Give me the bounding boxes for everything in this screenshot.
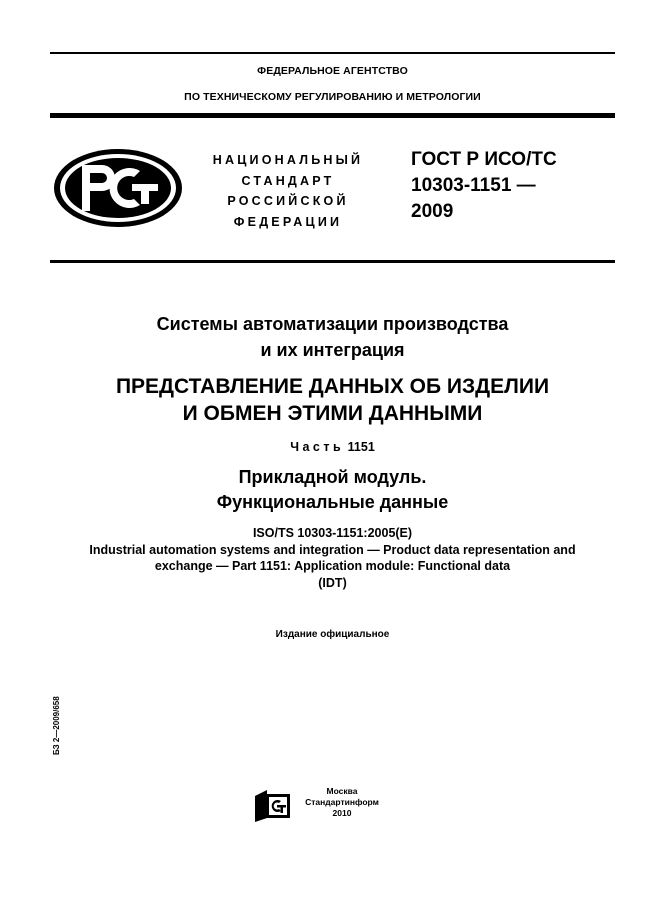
edition-label: Издание официальное [275,629,390,640]
main-title-line-2: И ОБМЕН ЭТИМИ ДАННЫМИ [182,402,483,425]
module-title [50,465,615,515]
designation-line-3: 2009 [411,201,454,222]
national-standard-line-4: ФЕДЕРАЦИИ [233,214,343,229]
iso-line-4: (IDT) [318,575,347,590]
main-title [50,373,615,427]
module-line-2: Функциональные данные [216,492,449,512]
national-standard-line-2: СТАНДАРТ [241,173,335,188]
national-standard-label [198,150,378,232]
module-line-1: Прикладной модуль. [238,467,427,487]
standartinform-logo-icon [251,788,293,824]
main-title-line-1: ПРЕДСТАВЛЕНИЕ ДАННЫХ ОБ ИЗДЕЛИИ [115,375,550,398]
publisher-name: Стандартинформ [305,797,379,807]
document-title [50,311,615,363]
part-heading [50,440,615,454]
iso-reference [40,525,625,591]
agency-line-1: ФЕДЕРАЛЬНОЕ АГЕНТСТВО [257,65,408,77]
iso-line-3: exchange — Part 1151: Application module: Functional data [154,559,511,573]
thick-rule [50,113,615,118]
top-rule [50,52,615,54]
title-line-1: Системы автоматизации производства [156,314,509,334]
national-standard-line-3: РОССИЙСКОЙ [227,194,349,208]
agency-line-2: ПО ТЕХНИЧЕСКОМУ РЕГУЛИРОВАНИЮ И МЕТРОЛОГИИ [184,91,481,103]
standard-designation [411,147,557,225]
designation-line-1: ГОСТ Р ИСО/ТС [411,149,557,170]
rst-logo-icon [52,147,184,229]
title-line-2: и их интеграция [260,340,405,360]
publisher-city: Москва [326,786,358,796]
designation-line-2: 10303-1151 — [411,175,536,196]
iso-line-2: Industrial automation systems and integration — Product data representation and [89,542,576,557]
side-code: БЗ 2—2009/658 [52,696,61,755]
publisher-year: 2010 [332,808,352,818]
iso-line-1: ISO/TS 10303-1151:2005(E) [252,526,413,540]
publisher-info [294,786,390,819]
national-standard-line-1: НАЦИОНАЛЬНЫЙ [212,153,364,167]
part-label: Часть [290,440,345,454]
part-number: 1151 [347,440,375,454]
header-rule [50,260,615,263]
